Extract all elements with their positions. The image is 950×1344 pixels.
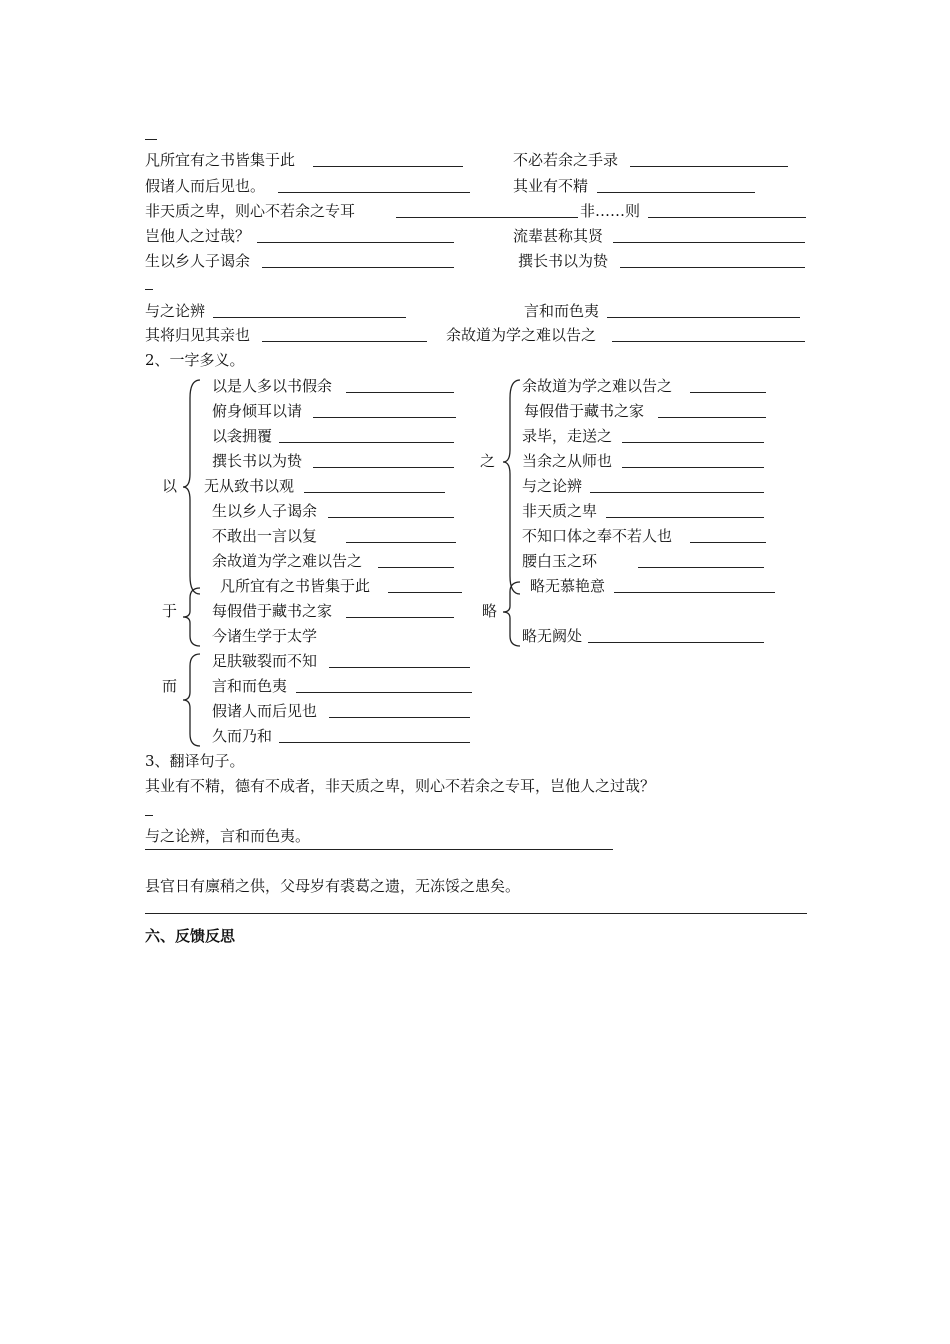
item-text: 非天质之卑，则心不若余之专耳 xyxy=(145,202,356,220)
yi-item: 无从致书以观 xyxy=(204,477,295,495)
yi-item: 不敢出一言以复 xyxy=(212,527,318,545)
dash-mark xyxy=(145,289,153,290)
er-item: 言和而色夷 xyxy=(212,677,288,695)
answer-blank[interactable] xyxy=(388,592,462,593)
answer-blank[interactable] xyxy=(346,542,456,543)
item-text: 生以乡人子谒余 xyxy=(145,252,251,270)
answer-blank[interactable] xyxy=(346,392,454,393)
answer-blank[interactable] xyxy=(648,217,806,218)
answer-blank[interactable] xyxy=(658,417,766,418)
answer-blank[interactable] xyxy=(588,642,764,643)
zhi-item: 与之论辨 xyxy=(522,477,583,495)
answer-blank[interactable] xyxy=(613,242,805,243)
item-text: 流辈甚称其贤 xyxy=(513,227,604,245)
group-char-lue: 略 xyxy=(482,602,498,620)
item-text: 撰长书以为贽 xyxy=(518,252,609,270)
section-heading: 2、一字多义。 xyxy=(145,351,245,369)
answer-blank[interactable] xyxy=(622,442,764,443)
zhi-item: 不知口体之奉不若人也 xyxy=(522,527,673,545)
answer-blank[interactable] xyxy=(313,467,454,468)
er-item: 足肤皲裂而不知 xyxy=(212,652,318,670)
answer-blank[interactable] xyxy=(304,492,445,493)
answer-blank[interactable] xyxy=(378,567,454,568)
translate-sentence: 与之论辨，言和而色夷。 xyxy=(145,827,311,845)
answer-blank[interactable] xyxy=(607,317,800,318)
lue-item: 略无阙处 xyxy=(522,627,583,645)
yi-item: 俯身倾耳以请 xyxy=(212,402,303,420)
translate-sentence: 县官日有廪稍之供，父母岁有裘葛之遗，无冻馁之患矣。 xyxy=(145,877,521,895)
answer-blank[interactable] xyxy=(262,341,427,342)
answer-blank[interactable] xyxy=(620,267,805,268)
answer-blank[interactable] xyxy=(630,166,788,167)
item-text: 岂他人之过哉？ xyxy=(145,227,251,245)
zhi-item: 非天质之卑 xyxy=(522,502,598,520)
answer-line[interactable] xyxy=(145,913,807,914)
item-text: 其业有不精 xyxy=(513,177,589,195)
answer-blank[interactable] xyxy=(690,542,766,543)
yi-item: 余故道为学之难以告之 xyxy=(212,552,363,570)
answer-blank[interactable] xyxy=(329,667,470,668)
yi-item: 以是人多以书假余 xyxy=(212,377,333,395)
answer-blank[interactable] xyxy=(622,467,764,468)
dash-mark xyxy=(145,139,157,140)
translate-sentence: 其业有不精，德有不成者，非天质之卑，则心不若余之专耳，岂他人之过哉？ xyxy=(145,777,656,795)
group-char-zhi: 之 xyxy=(480,452,496,470)
answer-blank[interactable] xyxy=(690,392,766,393)
answer-blank[interactable] xyxy=(279,742,470,743)
brace-zhi xyxy=(502,378,524,596)
section-heading: 六、反馈反思 xyxy=(145,927,236,945)
answer-blank[interactable] xyxy=(590,492,764,493)
answer-blank[interactable] xyxy=(313,166,463,167)
answer-blank[interactable] xyxy=(313,417,456,418)
zhi-item: 腰白玉之环 xyxy=(522,552,598,570)
lue-item: 略无慕艳意 xyxy=(530,577,606,595)
yi-item: 生以乡人子谒余 xyxy=(212,502,318,520)
item-text: 凡所宜有之书皆集于此 xyxy=(145,151,296,169)
answer-blank[interactable] xyxy=(638,567,764,568)
answer-blank[interactable] xyxy=(278,192,470,193)
answer-blank[interactable] xyxy=(296,692,472,693)
answer-blank[interactable] xyxy=(597,192,755,193)
answer-blank[interactable] xyxy=(396,217,578,218)
item-text: 余故道为学之难以告之 xyxy=(446,326,597,344)
answer-blank[interactable] xyxy=(329,717,470,718)
answer-blank[interactable] xyxy=(614,592,775,593)
brace-er xyxy=(182,652,204,748)
zhi-item: 当余之从师也 xyxy=(522,452,613,470)
item-text: 与之论辨 xyxy=(145,302,206,320)
answer-blank[interactable] xyxy=(346,617,454,618)
er-item: 久而乃和 xyxy=(212,727,273,745)
yu-item: 今诸生学于太学 xyxy=(212,627,318,645)
answer-blank[interactable] xyxy=(279,442,454,443)
answer-blank[interactable] xyxy=(328,517,454,518)
yu-item: 每假借于藏书之家 xyxy=(212,602,333,620)
answer-blank[interactable] xyxy=(606,517,764,518)
answer-blank[interactable] xyxy=(612,341,805,342)
answer-blank[interactable] xyxy=(257,242,454,243)
item-text: 其将归见其亲也 xyxy=(145,326,251,344)
item-text: 言和而色夷 xyxy=(524,302,600,320)
zhi-item: 每假借于藏书之家 xyxy=(524,402,645,420)
zhi-item: 余故道为学之难以告之 xyxy=(522,377,673,395)
brace-yi xyxy=(182,378,204,596)
brace-yu xyxy=(182,586,204,648)
er-item: 假诸人而后见也 xyxy=(212,702,318,720)
yi-item: 撰长书以为贽 xyxy=(212,452,303,470)
brace-lue xyxy=(502,580,524,648)
yi-item: 以衾拥覆 xyxy=(212,427,273,445)
item-text: 假诸人而后见也。 xyxy=(145,177,266,195)
answer-blank[interactable] xyxy=(213,317,406,318)
group-char-yu: 于 xyxy=(162,602,178,620)
answer-blank[interactable] xyxy=(262,267,454,268)
item-text: 不必若余之手录 xyxy=(513,151,619,169)
item-text: 非……则 xyxy=(580,202,641,220)
group-char-er: 而 xyxy=(162,677,178,695)
zhi-item: 录毕，走送之 xyxy=(522,427,613,445)
group-char-yi: 以 xyxy=(162,477,178,495)
section-heading: 3、翻译句子。 xyxy=(145,752,245,770)
yu-item: 凡所宜有之书皆集于此 xyxy=(220,577,371,595)
dash-mark xyxy=(145,815,153,816)
answer-line[interactable] xyxy=(145,849,613,850)
